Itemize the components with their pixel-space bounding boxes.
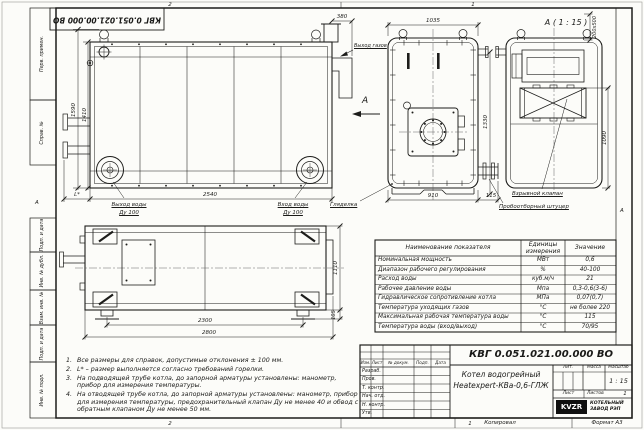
dim-span-2300: 2300 <box>198 318 212 324</box>
margin-label-inv-dubl: Инв. № дубл. <box>40 254 46 288</box>
margin-label-vzam-inv: Взам. инв. № <box>40 291 46 324</box>
spec-row-value: 0,3-0,6(3-6) <box>572 285 608 292</box>
titleblock-col-data: Дата <box>435 359 446 365</box>
dim-burner-L: L* <box>74 191 80 198</box>
section-arrow-label: А <box>362 96 369 106</box>
dim-stub-115: 115 <box>485 193 497 199</box>
spec-row-name: Температура воды (вход/выход) <box>378 323 478 330</box>
spec-header-units-1: Единицы <box>528 240 558 248</box>
spec-row-name: Максимальная рабочая температура воды <box>378 314 509 321</box>
plan-view-geometry <box>60 226 345 319</box>
titleblock-col-dokum: № докум. <box>388 359 409 365</box>
titleblock-col-podp: Подп. <box>416 359 429 365</box>
titleblock-role-prov: Пров. <box>362 377 376 382</box>
dim-width-1110: 1110 <box>332 261 339 275</box>
note-item-4 <box>64 391 360 413</box>
spec-row-name: Номинальная мощность <box>378 257 452 264</box>
note-item-3 <box>64 375 360 390</box>
label-explosion-valve: Взрывной клапан <box>512 191 563 197</box>
company-logo: KVZR <box>556 400 587 414</box>
margin-label-podp-data-2: Подп. и дата <box>40 327 46 360</box>
zone-mark-right: А <box>620 208 624 214</box>
titleblock-col-izm: Изм. <box>360 359 371 365</box>
titleblock-sheet-label: Лист <box>562 391 575 396</box>
detail-view-geometry <box>506 28 602 196</box>
spec-row-units: МПа <box>536 295 550 302</box>
plan-view-dimensions <box>83 224 343 340</box>
zone-mark-top-right: 1 <box>471 1 475 8</box>
zone-mark-top-left: 2 <box>168 1 172 8</box>
note-text: На подводящей трубе котла, до запорной арматуры установлены: манометр, прибор для измерения температуры. <box>77 374 337 390</box>
titleblock-sheets-label: Листов <box>587 391 604 396</box>
spec-row-value: 115 <box>584 314 596 321</box>
titleblock-product-name-2: Heatexpert-КВа-0,6-ГЛЖ <box>453 380 549 390</box>
titleblock-scale-value: 1 : 15 <box>609 376 628 385</box>
titleblock-role-nachotd: Нач. отд. <box>362 394 386 399</box>
label-water-inlet: Вход воды <box>277 202 309 208</box>
dim-height-1410: 1410 <box>81 108 88 122</box>
footer-format: Формат А3 <box>591 420 623 426</box>
spec-row-name: Рабочее давление воды <box>378 285 452 292</box>
margin-label-podp-data-1: Подп. и дата <box>40 218 46 252</box>
titleblock-mass-label: Масса <box>587 365 601 370</box>
detail-view-title: А ( 1 : 15 ) <box>544 18 588 27</box>
note-number: 2. <box>66 365 73 373</box>
zone-mark-left: А <box>35 200 39 206</box>
top-stamp-designation: КВГ 0.051.021.00.000 ВО <box>53 15 161 25</box>
dim-height-1590: 1590 <box>70 103 77 117</box>
note-text: L* – размер выполняется согласно требований горелки. <box>77 365 265 373</box>
dim-length-2800: 2800 <box>202 330 216 336</box>
titleblock-role-tkontr: Т. контр. <box>362 385 385 391</box>
footer-copied-by: Копировал <box>484 420 516 426</box>
spec-row-name: Диапазон рабочего регулирования <box>378 266 486 273</box>
label-gas-outlet: Выход газов <box>354 43 387 49</box>
notes-list <box>64 357 360 415</box>
note-item-2 <box>64 366 360 373</box>
label-sampling-fitting: Пробоотборный штуцер <box>499 204 569 210</box>
dim-width-910: 910 <box>427 193 439 199</box>
dim-width-1035: 1035 <box>426 18 440 24</box>
titleblock-sheets-value: 1 <box>623 390 627 397</box>
dim-foot-105: 105 <box>331 309 338 320</box>
company-name-line1: КОТЕЛЬНЫЙ <box>590 400 624 406</box>
dim-flue-380: 380 <box>336 14 348 20</box>
side-view-geometry <box>63 24 352 188</box>
spec-row-units: МВт <box>536 257 550 264</box>
note-item-1 <box>64 357 360 364</box>
spec-row-units: % <box>540 266 546 273</box>
margin-label-sprav-no: Справ. № <box>40 120 46 145</box>
note-text: Все размеры для справок, допустимые отклонения ± 100 мм. <box>77 357 284 364</box>
label-water-outlet: Выход воды <box>111 202 147 208</box>
spec-row-units: °С <box>539 314 547 321</box>
spec-row-units: куб.м/ч <box>531 276 555 283</box>
titleblock-role-razrab: Разраб. <box>362 368 381 374</box>
spec-row-units: °С <box>539 323 547 330</box>
dim-height-1090: 1090 <box>601 131 608 145</box>
dim-length-2540: 2540 <box>203 191 217 198</box>
label-water-outlet-dn: Ду 100 <box>119 210 139 216</box>
spec-row-value: 0,6 <box>585 257 595 264</box>
spec-row-name: Гидравлическое сопротивление котла <box>378 295 496 302</box>
label-water-inlet-dn: Ду 100 <box>283 210 303 216</box>
spec-row-name: Температура уходящих газов <box>378 304 469 311</box>
spec-row-value: не более 220 <box>569 304 611 311</box>
zone-mark-bottom-left: 2 <box>168 420 172 427</box>
titleblock-lit-label: Лит. <box>563 365 573 370</box>
note-number: 4. <box>66 391 73 399</box>
note-number: 3. <box>66 374 73 382</box>
spec-row-name: Расход воды <box>378 276 417 283</box>
note-number: 1. <box>66 357 73 364</box>
titleblock-role-nkontr: Н. контр. <box>362 402 385 408</box>
spec-row-value: 0,07(0,7) <box>576 295 604 302</box>
spec-row-units: Мпа <box>536 285 550 292</box>
titleblock-scale-label: Масштаб <box>608 365 629 370</box>
dim-height-1330: 1330 <box>482 115 489 129</box>
side-view-dimensions <box>62 19 393 203</box>
spec-row-value: 40-100 <box>579 266 601 273</box>
titleblock-product-name-1: Котел водогрейный <box>461 370 541 379</box>
label-sight-glass: Гляделка <box>330 202 358 208</box>
spec-header-value: Значение <box>574 243 606 251</box>
titleblock-col-list: Лист <box>371 359 383 365</box>
spec-row-value: 21 <box>586 276 594 283</box>
zone-mark-bottom-right: 1 <box>468 420 472 427</box>
titleblock-designation: КВГ 0.051.021.00.000 ВО <box>469 349 613 360</box>
margin-label-perv-primen: Перв. примен. <box>40 35 46 73</box>
company-name-line2: ЗАВОД РЭП <box>590 407 621 412</box>
margin-label-inv-podl: Инв. № подл. <box>40 373 46 407</box>
spec-row-value: 70/95 <box>581 323 599 330</box>
titleblock-role-utv: Утв. <box>362 411 373 416</box>
spec-header-units-2: измерения <box>525 247 561 255</box>
note-text: На отводящей трубе котла, до запорной арматуры установлены: манометр, прибор для измерения температуры, предохранительный клапан Ду не менее 40 и обвод с обратным клапаном Ду не менее 50 мм. <box>77 391 359 414</box>
spec-header-name: Наименование показателя <box>405 243 491 251</box>
dim-opening-200x500: 200х500 <box>592 15 599 39</box>
spec-row-units: °С <box>539 304 547 311</box>
